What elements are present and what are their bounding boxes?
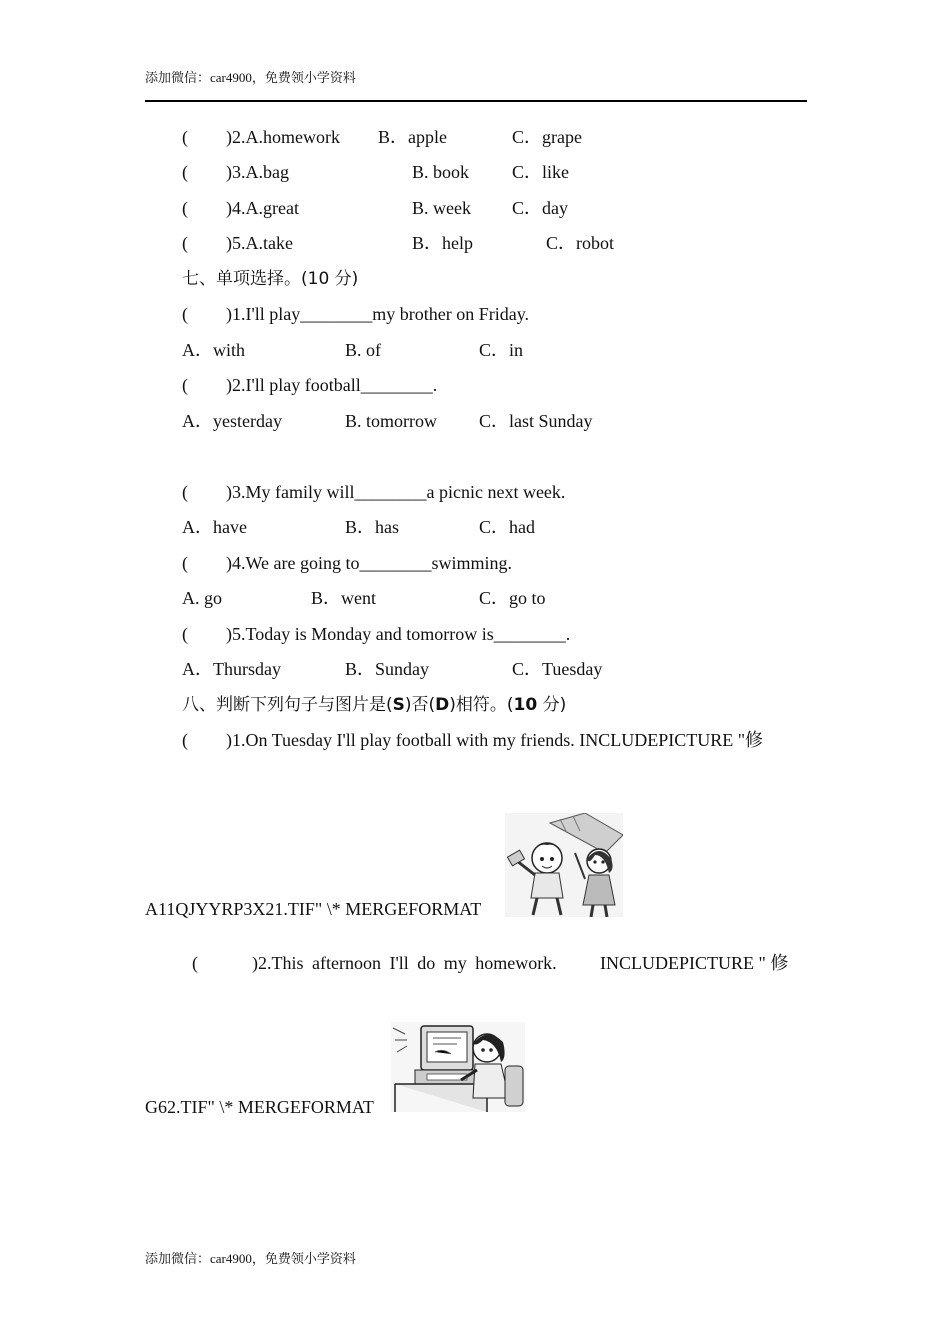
question-text: )3.A.bag: [226, 162, 289, 182]
option-a: A．with: [182, 340, 245, 360]
p8-q2-cont: G62.TIF" \* MERGEFORMAT: [145, 1097, 374, 1117]
p8-q1-cont: A11QJYYRP3X21.TIF" \* MERGEFORMAT: [145, 899, 482, 919]
question-text: )2.A.homework: [226, 127, 340, 147]
title-text: )否(: [404, 695, 436, 715]
title-score: 10: [513, 695, 538, 715]
question-text: )5.Today is Monday and tomorrow is________.: [226, 624, 571, 644]
option-b: B. of: [345, 340, 381, 360]
question-text: )2.This afternoon I'll do my homework.: [252, 953, 557, 973]
option-b: B．has: [345, 517, 399, 537]
title-text: )相符。(: [449, 695, 514, 715]
title-text: 八、判断下列句子与图片是(: [182, 695, 393, 715]
question-text: )4.A.great: [226, 198, 299, 218]
question-text: )4.We are going to________swimming.: [226, 553, 513, 573]
option-c: C．day: [512, 198, 568, 218]
answer-paren[interactable]: (: [182, 198, 188, 218]
footer-note: 添加微信：car4900，免费领小学资料: [145, 1251, 356, 1266]
header-rule: [145, 100, 807, 102]
header-note: 添加微信：car4900，免费领小学资料: [145, 70, 356, 85]
option-c: C．in: [479, 340, 524, 360]
answer-paren[interactable]: (: [182, 482, 188, 502]
option-b: B. week: [412, 198, 471, 218]
option-c: C．go to: [479, 588, 546, 608]
answer-paren[interactable]: (: [182, 375, 188, 395]
option-c: C．grape: [512, 127, 582, 147]
option-a: A．Thursday: [182, 659, 281, 679]
question-text: )2.I'll play football________.: [226, 375, 438, 395]
title-s: S: [392, 695, 405, 715]
include-text: INCLUDEPICTURE " 修: [600, 953, 789, 973]
option-c: C．Tuesday: [512, 659, 603, 679]
option-c: C．like: [512, 162, 569, 182]
title-text: 分): [537, 695, 567, 715]
option-a: A. go: [182, 588, 222, 608]
section-title-7: 七、单项选择。(10 分): [182, 269, 359, 289]
answer-paren[interactable]: (: [182, 127, 188, 147]
option-b: B. book: [412, 162, 470, 182]
option-b: B．Sunday: [345, 659, 430, 679]
question-text: )1.I'll play________my brother on Friday.: [226, 304, 530, 324]
answer-paren[interactable]: (: [182, 730, 188, 750]
option-c: C．robot: [546, 233, 615, 253]
answer-paren[interactable]: (: [182, 162, 188, 182]
option-b: B．help: [412, 233, 473, 253]
answer-paren[interactable]: (: [192, 953, 198, 973]
option-b: B．went: [311, 588, 376, 608]
option-b: B．apple: [378, 127, 447, 147]
option-c: C．last Sunday: [479, 411, 593, 431]
option-a: A．have: [182, 517, 247, 537]
option-a: A．yesterday: [182, 411, 282, 431]
title-d: D: [435, 695, 450, 715]
option-c: C．had: [479, 517, 535, 537]
kids-playing-picture: [505, 813, 623, 917]
question-text: )3.My family will________a picnic next week.: [226, 482, 566, 502]
option-b: B. tomorrow: [345, 411, 437, 431]
answer-paren[interactable]: (: [182, 304, 188, 324]
question-text: )1.On Tuesday I'll play football with my friends. INCLUDEPICTURE "修: [226, 730, 764, 750]
section-title-8: [182, 694, 566, 716]
question-text: )5.A.take: [226, 233, 293, 253]
answer-paren[interactable]: (: [182, 233, 188, 253]
answer-paren[interactable]: (: [182, 624, 188, 644]
answer-paren[interactable]: (: [182, 553, 188, 573]
girl-at-computer-picture: [391, 1022, 525, 1112]
